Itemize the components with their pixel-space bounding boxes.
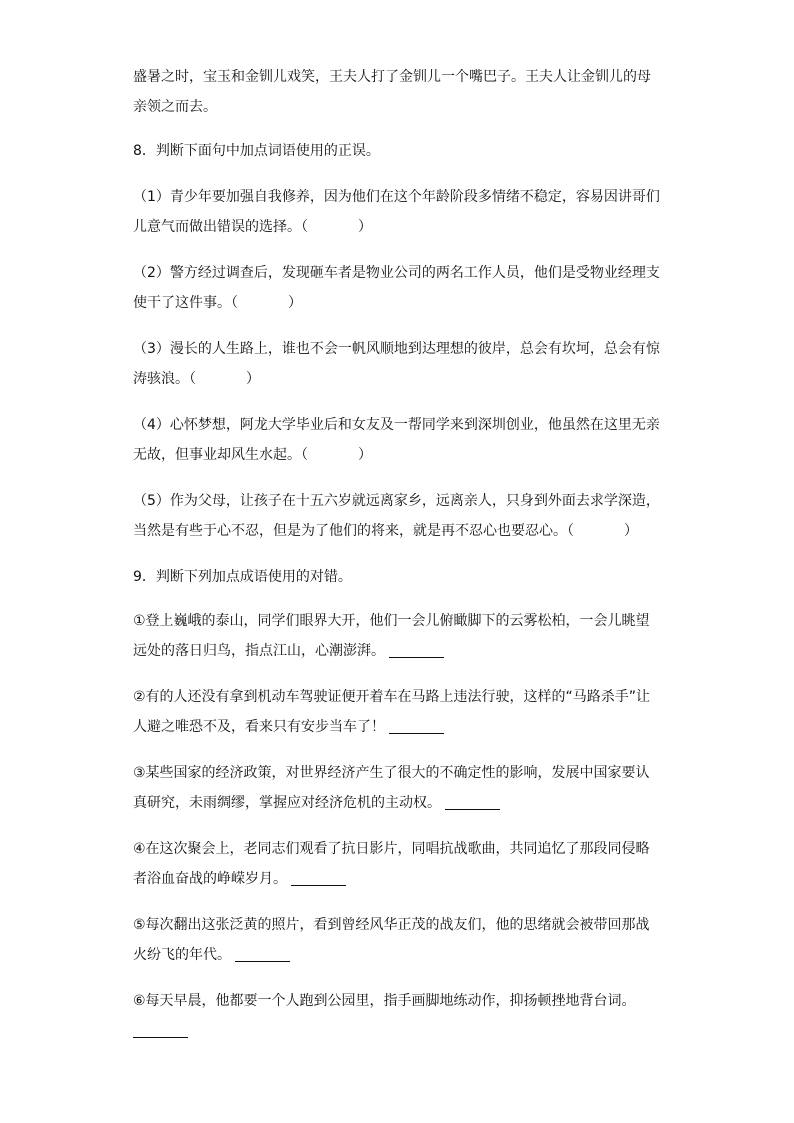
q9-item-4-line-2: 者浴血奋战的峥嵘岁月。 [133, 864, 663, 894]
q8-item-3-line-2: 涛骇浪。（ ） [133, 371, 260, 387]
q9-answer-blank-4[interactable] [291, 884, 346, 886]
q8-item-5-line-1: （5）作为父母，让孩子在十五六岁就远离家乡，远离亲人，只身到外面去求学深造， [133, 493, 660, 509]
q9-answer-blank-1[interactable] [389, 656, 444, 658]
q9-answer-blank-3[interactable] [445, 808, 500, 810]
q9-answer-blank-6[interactable] [133, 1036, 188, 1038]
intro-line-2: 亲领之而去。 [133, 99, 217, 115]
q9-answer-blank-5[interactable] [235, 960, 290, 962]
q8-item-2-line-1: （2）警方经过调查后，发现砸车者是物业公司的两名工作人员，他们是受物业经理支 [133, 265, 660, 281]
q9-item-1 [133, 606, 663, 666]
q9-item-2-line-2: 人避之唯恐不及，看来只有安步当车了！ [133, 712, 663, 742]
q9-item-5-line-2: 火纷飞的年代。 [133, 940, 663, 970]
q9-item-6 [133, 986, 663, 1046]
q9-item-5-line-1: ⑤每次翻出这张泛黄的照片，看到曾经风华正茂的战友们，他的思绪就会被带回那战 [133, 917, 650, 933]
q9-item-3-line-1: ③某些国家的经济政策，对世界经济产生了很大的不确定性的影响，发展中国家要认 [133, 765, 650, 781]
question-9-title: 9．判断下列加点成语使用的对错。 [133, 569, 352, 585]
q8-item-4-line-2: 无故，但事业却风生水起。（ ） [133, 447, 372, 463]
q8-item-1-line-2: 儿意气而做出错误的选择。（ ） [133, 219, 372, 235]
intro-paragraph [133, 62, 663, 122]
q9-item-3 [133, 758, 663, 818]
q9-item-3-line-2: 真研究，未雨绸缪，掌握应对经济危机的主动权。 [133, 788, 663, 818]
question-8-title: 8．判断下面句中加点词语使用的正误。 [133, 143, 380, 159]
q8-item-2 [133, 258, 663, 318]
q9-item-4 [133, 834, 663, 894]
q9-answer-blank-2[interactable] [389, 732, 444, 734]
q8-item-2-line-2: 使干了这件事。（ ） [133, 295, 302, 311]
q8-item-4-line-1: （4）心怀梦想，阿龙大学毕业后和女友及一帮同学来到深圳创业，他虽然在这里无亲 [133, 417, 660, 433]
q9-item-1-line-2: 远处的落日归鸟，指点江山，心潮澎湃。 [133, 636, 663, 666]
q9-item-6-line-2 [133, 1016, 663, 1046]
q8-item-1 [133, 182, 663, 242]
q9-item-5 [133, 910, 663, 970]
intro-line-1: 盛暑之时，宝玉和金钏儿戏笑，王夫人打了金钏儿一个嘴巴子。王夫人让金钏儿的母 [133, 69, 651, 85]
q9-item-6-line-1: ⑥每天早晨，他都要一个人跑到公园里，指手画脚地练动作，抑扬顿挫地背台词。 [133, 993, 636, 1009]
q9-item-2 [133, 682, 663, 742]
q8-item-5 [133, 486, 663, 546]
q9-item-2-line-1: ②有的人还没有拿到机动车驾驶证便开着车在马路上违法行驶，这样的“马路杀手”让 [133, 689, 651, 705]
q9-item-1-line-1: ①登上巍峨的泰山，同学们眼界大开，他们一会儿俯瞰脚下的云雾松柏，一会儿眺望 [133, 613, 650, 629]
q8-item-4 [133, 410, 663, 470]
q8-item-1-line-1: （1）青少年要加强自我修养，因为他们在这个年龄阶段多情绪不稳定，容易因讲哥们 [133, 189, 660, 205]
q8-item-3-line-1: （3）漫长的人生路上，谁也不会一帆风顺地到达理想的彼岸，总会有坎坷，总会有惊 [133, 341, 660, 357]
q9-item-4-line-1: ④在这次聚会上，老同志们观看了抗日影片，同唱抗战歌曲，共同追忆了那段同侵略 [133, 841, 650, 857]
q8-item-5-line-2: 当然是有些于心不忍，但是为了他们的将来，就是再不忍心也要忍心。（ ） [133, 523, 638, 539]
q8-item-3 [133, 334, 663, 394]
